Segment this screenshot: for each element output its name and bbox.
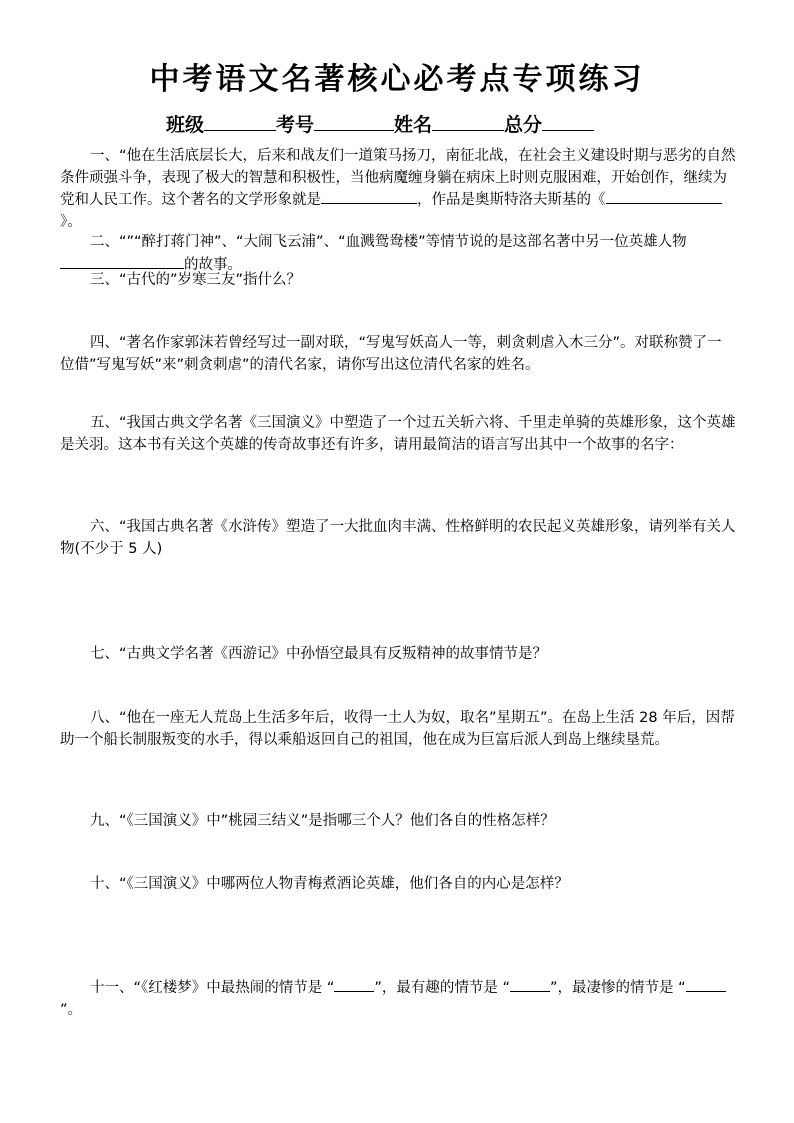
question-2-text-b: 的故事。 — [184, 256, 242, 273]
question-11-text-c: ”，最凄惨的情节是 “ — [550, 980, 686, 996]
id-label: 考号 — [276, 114, 315, 136]
answer-blank-character[interactable] — [321, 189, 417, 204]
name-label: 姓名 — [394, 114, 433, 136]
question-1-text-c: 》。 — [60, 213, 82, 230]
question-3: 三、“古代的”岁寒三友”指什么？ — [90, 272, 302, 288]
id-blank[interactable] — [314, 110, 394, 131]
score-blank[interactable] — [542, 110, 594, 131]
answer-blank-liveliest[interactable] — [334, 977, 374, 992]
question-7: 七、“古典文学名著《西游记》中孙悟空最具有反叛精神的故事情节是？ — [90, 646, 548, 662]
question-11-text-b: ”，最有趣的情节是 “ — [374, 980, 511, 996]
answer-blank-most-fun[interactable] — [510, 977, 550, 992]
question-9: 九、“《三国演义》中”桃园三结义”是指哪三个人？他们各自的性格怎样？ — [90, 813, 555, 829]
score-label: 总分 — [504, 114, 543, 136]
question-1-text-a: 一、“他在生活底层长大，后来和战友们一道策马扬刀，南征北战，在社会主义建设时期与恶劣的自然条件顽强斗争，表现了极大的智慧和积极性，当他病魔缠身躺在病床上时则克服困难，开始创作，继续为党和人民工作。这个著名的文学形象就是 — [60, 148, 736, 208]
student-info-line — [166, 110, 594, 139]
class-blank[interactable] — [204, 110, 276, 131]
question-10: 十、“《三国演义》中哪两位人物青梅煮酒论英雄，他们各自的内心是怎样？ — [90, 876, 569, 892]
question-11-text-d: ”。 — [60, 1001, 83, 1018]
answer-blank-book-title[interactable] — [606, 189, 722, 204]
question-1-text-b: ，作品是奥斯特洛夫斯基的《 — [417, 192, 606, 208]
class-label: 班级 — [166, 114, 205, 136]
question-4: 四、“著名作家郭沫若曾经写过一副对联，“写鬼写妖高人一等，刺贪刺虐入木三分”。对联称赞了一位借”写鬼写妖”来”刺贪刺虐”的清代名家，请你写出这位清代名家的姓名。 — [60, 335, 722, 373]
question-11 — [60, 977, 736, 1021]
question-6: 六、“我国古典名著《水浒传》塑造了一大批血肉丰满、性格鲜明的农民起义英雄形象，请列举有关人物(不少于 5 人) — [60, 519, 736, 557]
name-blank[interactable] — [432, 110, 504, 131]
answer-blank-saddest[interactable] — [686, 977, 726, 992]
question-1 — [60, 146, 736, 233]
question-8: 八、“他在一座无人荒岛上生活多年后，收得一土人为奴，取名”星期五”。在岛上生活 28 年后，因帮助一个船长制服叛变的水手，得以乘船返回自己的祖国，他在成为巨富后派人到岛上继续垦荒。 — [60, 710, 735, 748]
page-title: 中考语文名著核心必考点专项练习 — [149, 62, 645, 97]
question-11-text-a: 十一、“《红楼梦》中最热闹的情节是 “ — [90, 980, 335, 996]
question-5: 五、“我国古典文学名著《三国演义》中塑造了一个过五关斩六将、千里走单骑的英雄形象，这个英雄是关羽。这本书有关这个英雄的传奇故事还有许多，请用最简洁的语言写出其中一个故事的名字： — [60, 415, 736, 453]
answer-blank-hero-name[interactable] — [60, 254, 184, 269]
question-2-text-a: 二、“”“醉打蒋门神”、“大闹飞云浦”、“血溅鸳鸯楼”等情节说的是这部名著中另一位英雄人物 — [90, 234, 687, 250]
